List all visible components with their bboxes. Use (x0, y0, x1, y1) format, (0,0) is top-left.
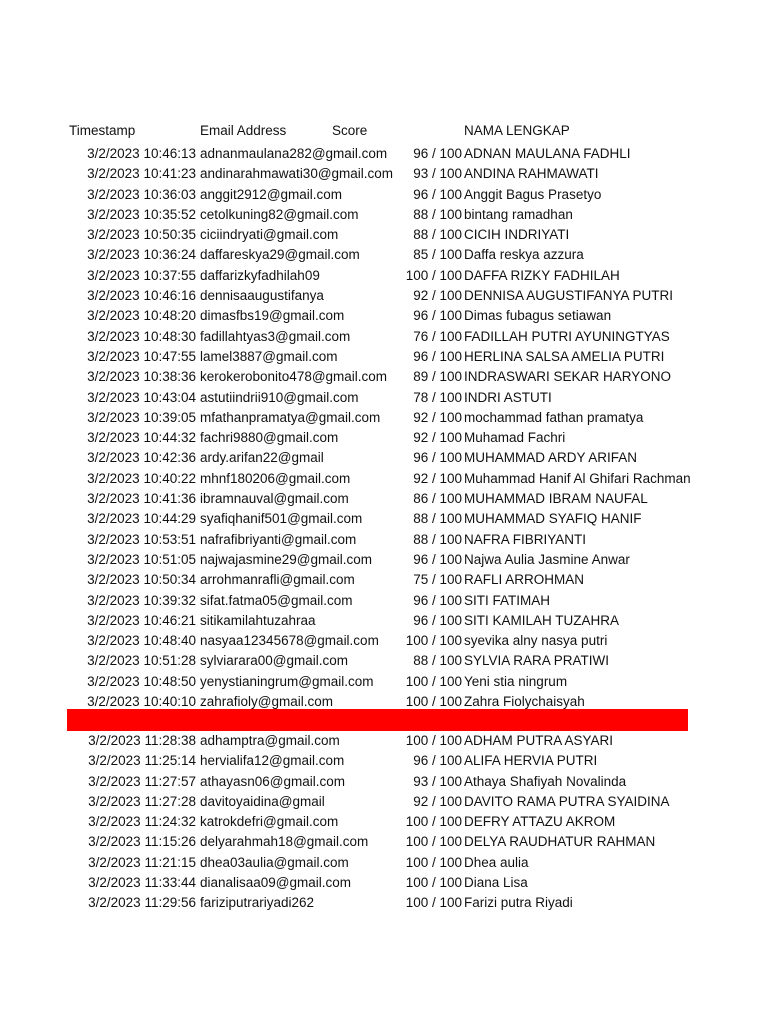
score-cell: 100 / 100 (405, 633, 462, 649)
score-cell: 96 / 100 (413, 348, 462, 364)
score-cell: 85 / 100 (413, 247, 462, 263)
table-row (0, 651, 768, 671)
email-cell: andinarahmawati30@gmail.com (200, 166, 394, 182)
table-row (0, 853, 768, 873)
name-cell: Najwa Aulia Jasmine Anwar (464, 551, 630, 567)
timestamp-cell: 3/2/2023 10:41:36 (87, 491, 196, 507)
score-cell: 100 / 100 (405, 895, 462, 911)
timestamp-cell: 3/2/2023 10:46:13 (87, 146, 196, 161)
table-row (0, 347, 768, 367)
timestamp-cell: 3/2/2023 11:27:57 (88, 773, 196, 789)
name-cell: mochammad fathan pramatya (464, 409, 644, 425)
email-cell: astutiindrii910@gmail.com (200, 389, 359, 405)
header-score: Score (332, 123, 368, 138)
table-row (0, 591, 768, 611)
timestamp-cell: 3/2/2023 11:27:28 (88, 793, 196, 809)
separator-bar (67, 709, 688, 731)
score-cell: 100 / 100 (405, 875, 462, 891)
score-cell: 96 / 100 (413, 592, 462, 608)
responses-group-1 (0, 144, 768, 712)
table-row (0, 550, 768, 570)
name-cell: Dhea aulia (464, 854, 529, 870)
name-cell: MUHAMMAD ARDY ARIFAN (464, 450, 638, 466)
name-cell: SYLVIA RARA PRATIWI (464, 653, 610, 669)
table-row (0, 530, 768, 550)
table-row (0, 672, 768, 692)
score-cell: 96 / 100 (413, 308, 462, 324)
name-cell: HERLINA SALSA AMELIA PUTRI (464, 348, 665, 364)
email-cell: davitoyaidina@gmail (200, 793, 325, 809)
table-row (0, 327, 768, 347)
timestamp-cell: 3/2/2023 10:48:30 (87, 328, 196, 344)
table-row (0, 245, 768, 265)
email-cell: mfathanpramatya@gmail.com (200, 409, 381, 425)
email-cell: daffareskya29@gmail.com (200, 247, 360, 263)
email-cell: sifat.fatma05@gmail.com (200, 592, 353, 608)
name-cell: DEFRY ATTAZU AKROM (464, 814, 616, 830)
timestamp-cell: 3/2/2023 10:39:05 (87, 409, 196, 425)
timestamp-cell: 3/2/2023 10:46:21 (87, 612, 196, 628)
header-timestamp: Timestamp (69, 123, 136, 138)
table-row (0, 266, 768, 286)
timestamp-cell: 3/2/2023 10:47:55 (87, 348, 196, 364)
name-cell: Farizi putra Riyadi (464, 895, 573, 911)
table-row (0, 185, 768, 205)
timestamp-cell: 3/2/2023 10:51:28 (87, 653, 196, 669)
email-cell: zahrafioly@gmail.com (200, 694, 333, 710)
score-cell: 76 / 100 (413, 328, 462, 344)
email-cell: nafrafibriyanti@gmail.com (200, 531, 357, 547)
email-cell: kerokerobonito478@gmail.com (200, 369, 388, 385)
table-row (0, 812, 768, 832)
timestamp-cell: 3/2/2023 10:43:04 (87, 389, 196, 405)
timestamp-cell: 3/2/2023 10:36:24 (87, 247, 196, 263)
email-cell: mhnf180206@gmail.com (200, 470, 351, 486)
timestamp-cell: 3/2/2023 10:40:22 (87, 470, 196, 486)
table-row (0, 570, 768, 590)
name-cell: Muhammad Hanif Al Ghifari Rachman (464, 470, 691, 486)
name-cell: Muhamad Fachri (464, 430, 566, 446)
timestamp-cell: 3/2/2023 10:40:10 (87, 694, 196, 710)
name-cell: bintang ramadhan (464, 206, 573, 222)
name-cell: DENNISA AUGUSTIFANYA PUTRI (464, 288, 674, 304)
score-cell: 88 / 100 (413, 653, 462, 669)
timestamp-cell: 3/2/2023 11:33:44 (88, 875, 196, 891)
score-cell: 93 / 100 (413, 166, 462, 182)
timestamp-cell: 3/2/2023 10:41:23 (87, 166, 196, 182)
score-cell: 88 / 100 (413, 227, 462, 243)
table-row (0, 893, 768, 913)
email-cell: cetolkuning82@gmail.com (200, 206, 359, 222)
email-cell: delyarahmah18@gmail.com (200, 834, 369, 850)
timestamp-cell: 3/2/2023 10:42:36 (87, 450, 196, 466)
email-cell: sitikamilahtuzahraa (200, 612, 316, 628)
score-cell: 100 / 100 (405, 814, 462, 830)
email-cell: lamel3887@gmail.com (200, 348, 338, 364)
timestamp-cell: 3/2/2023 10:48:20 (87, 308, 196, 324)
name-cell: Diana Lisa (464, 875, 528, 891)
timestamp-cell: 3/2/2023 11:24:32 (88, 814, 196, 830)
name-cell: Zahra Fiolychaisyah (464, 694, 585, 710)
score-cell: 88 / 100 (413, 531, 462, 547)
name-cell: syevika alny nasya putri (464, 633, 608, 649)
name-cell: Anggit Bagus Prasetyo (464, 186, 602, 202)
email-cell: yenystianingrum@gmail.com (200, 673, 374, 689)
email-cell: najwajasmine29@gmail.com (200, 551, 373, 567)
email-cell: nasyaa12345678@gmail.com (200, 633, 379, 649)
name-cell: DAVITO RAMA PUTRA SYAIDINA (464, 793, 670, 809)
name-cell: MUHAMMAD SYAFIQ HANIF (464, 511, 642, 527)
email-cell: fariziputrariyadi262 (200, 895, 315, 911)
table-row (0, 489, 768, 509)
email-cell: anggit2912@gmail.com (200, 186, 343, 202)
name-cell: Dimas fubagus setiawan (464, 308, 612, 324)
table-row (0, 367, 768, 387)
score-cell: 96 / 100 (413, 753, 462, 769)
table-row (0, 731, 768, 751)
score-cell: 92 / 100 (413, 288, 462, 304)
score-cell: 100 / 100 (405, 267, 462, 283)
table-row (0, 225, 768, 245)
table-row (0, 388, 768, 408)
email-cell: fachri9880@gmail.com (200, 430, 339, 446)
table-row (0, 873, 768, 893)
score-cell: 100 / 100 (405, 854, 462, 870)
name-cell: RAFLI ARROHMAN (464, 572, 585, 588)
timestamp-cell: 3/2/2023 10:36:03 (87, 186, 196, 202)
table-row (0, 751, 768, 771)
score-cell: 92 / 100 (413, 470, 462, 486)
table-row (0, 448, 768, 468)
name-cell: CICIH INDRIYATI (464, 227, 570, 243)
name-cell: SITI FATIMAH (464, 592, 551, 608)
score-cell: 89 / 100 (413, 369, 462, 385)
score-cell: 86 / 100 (413, 491, 462, 507)
score-cell: 96 / 100 (413, 551, 462, 567)
table-row (0, 428, 768, 448)
name-cell: INDRASWARI SEKAR HARYONO (464, 369, 672, 385)
score-cell: 93 / 100 (413, 773, 462, 789)
timestamp-cell: 3/2/2023 11:28:38 (88, 733, 196, 748)
score-cell: 96 / 100 (413, 146, 462, 161)
score-cell: 88 / 100 (413, 206, 462, 222)
email-cell: adhamptra@gmail.com (200, 733, 340, 748)
timestamp-cell: 3/2/2023 11:25:14 (88, 753, 196, 769)
table-row (0, 792, 768, 812)
timestamp-cell: 3/2/2023 10:50:35 (87, 227, 196, 243)
timestamp-cell: 3/2/2023 10:48:40 (87, 633, 196, 649)
email-cell: dianalisaa09@gmail.com (200, 875, 352, 891)
timestamp-cell: 3/2/2023 11:15:26 (88, 834, 196, 850)
name-cell: ANDINA RAHMAWATI (464, 166, 599, 182)
email-cell: ibramnauval@gmail.com (200, 491, 349, 507)
table-row (0, 832, 768, 852)
email-cell: katrokdefri@gmail.com (200, 814, 339, 830)
score-cell: 92 / 100 (413, 409, 462, 425)
email-cell: dennisaaugustifanya (200, 288, 324, 304)
timestamp-cell: 3/2/2023 11:29:56 (88, 895, 196, 911)
header-email: Email Address (200, 123, 287, 138)
name-cell: NAFRA FIBRIYANTI (464, 531, 587, 547)
name-cell: Daffa reskya azzura (464, 247, 584, 263)
timestamp-cell: 3/2/2023 10:51:05 (87, 551, 196, 567)
table-row (0, 469, 768, 489)
table-row (0, 144, 768, 164)
email-cell: sylviarara00@gmail.com (200, 653, 348, 669)
timestamp-cell: 3/2/2023 10:46:16 (87, 288, 196, 304)
table-row (0, 164, 768, 184)
score-cell: 92 / 100 (413, 793, 462, 809)
name-cell: MUHAMMAD IBRAM NAUFAL (464, 491, 648, 507)
table-row (0, 631, 768, 651)
timestamp-cell: 3/2/2023 10:44:32 (87, 430, 196, 446)
timestamp-cell: 3/2/2023 10:44:29 (87, 511, 196, 527)
name-cell: INDRI ASTUTI (464, 389, 552, 405)
name-cell: DELYA RAUDHATUR RAHMAN (464, 834, 656, 850)
score-cell: 78 / 100 (413, 389, 462, 405)
table-row (0, 772, 768, 792)
timestamp-cell: 3/2/2023 10:53:51 (87, 531, 196, 547)
email-cell: athayasn06@gmail.com (200, 773, 346, 789)
name-cell: Yeni stia ningrum (464, 673, 568, 689)
score-cell: 100 / 100 (405, 694, 462, 710)
timestamp-cell: 3/2/2023 10:37:55 (87, 267, 196, 283)
score-cell: 100 / 100 (405, 834, 462, 850)
email-cell: fadillahtyas3@gmail.com (200, 328, 351, 344)
score-cell: 100 / 100 (405, 733, 462, 748)
header-name: NAMA LENGKAP (464, 123, 570, 138)
name-cell: DAFFA RIZKY FADHILAH (464, 267, 620, 283)
timestamp-cell: 3/2/2023 11:21:15 (88, 854, 196, 870)
score-cell: 92 / 100 (413, 430, 462, 446)
table-row (0, 408, 768, 428)
name-cell: FADILLAH PUTRI AYUNINGTYAS (464, 328, 670, 344)
score-cell: 88 / 100 (413, 511, 462, 527)
timestamp-cell: 3/2/2023 10:35:52 (87, 206, 196, 222)
table-row (0, 611, 768, 631)
score-cell: 100 / 100 (405, 673, 462, 689)
email-cell: dhea03aulia@gmail.com (200, 854, 349, 870)
email-cell: dimasfbs19@gmail.com (200, 308, 345, 324)
email-cell: adnanmaulana282@gmail.com (200, 146, 388, 161)
table-row (0, 286, 768, 306)
email-cell: arrohmanrafli@gmail.com (200, 572, 355, 588)
email-cell: ardy.arifan22@gmail (200, 450, 324, 466)
responses-group-2 (0, 731, 768, 914)
name-cell: ADHAM PUTRA ASYARI (464, 733, 614, 748)
email-cell: hervialifa12@gmail.com (200, 753, 345, 769)
timestamp-cell: 3/2/2023 10:38:36 (87, 369, 196, 385)
table-row (0, 306, 768, 326)
name-cell: ALIFA HERVIA PUTRI (464, 753, 598, 769)
email-cell: daffarizkyfadhilah09 (200, 267, 320, 283)
score-cell: 96 / 100 (413, 612, 462, 628)
score-cell: 96 / 100 (413, 450, 462, 466)
timestamp-cell: 3/2/2023 10:39:32 (87, 592, 196, 608)
name-cell: SITI KAMILAH TUZAHRA (464, 612, 620, 628)
timestamp-cell: 3/2/2023 10:48:50 (87, 673, 196, 689)
email-cell: syafiqhanif501@gmail.com (200, 511, 363, 527)
email-cell: ciciindryati@gmail.com (200, 227, 339, 243)
name-cell: Athaya Shafiyah Novalinda (464, 773, 627, 789)
name-cell: ADNAN MAULANA FADHLI (464, 146, 631, 161)
score-cell: 96 / 100 (413, 186, 462, 202)
timestamp-cell: 3/2/2023 10:50:34 (87, 572, 196, 588)
table-row (0, 509, 768, 529)
score-cell: 75 / 100 (413, 572, 462, 588)
table-row (0, 205, 768, 225)
